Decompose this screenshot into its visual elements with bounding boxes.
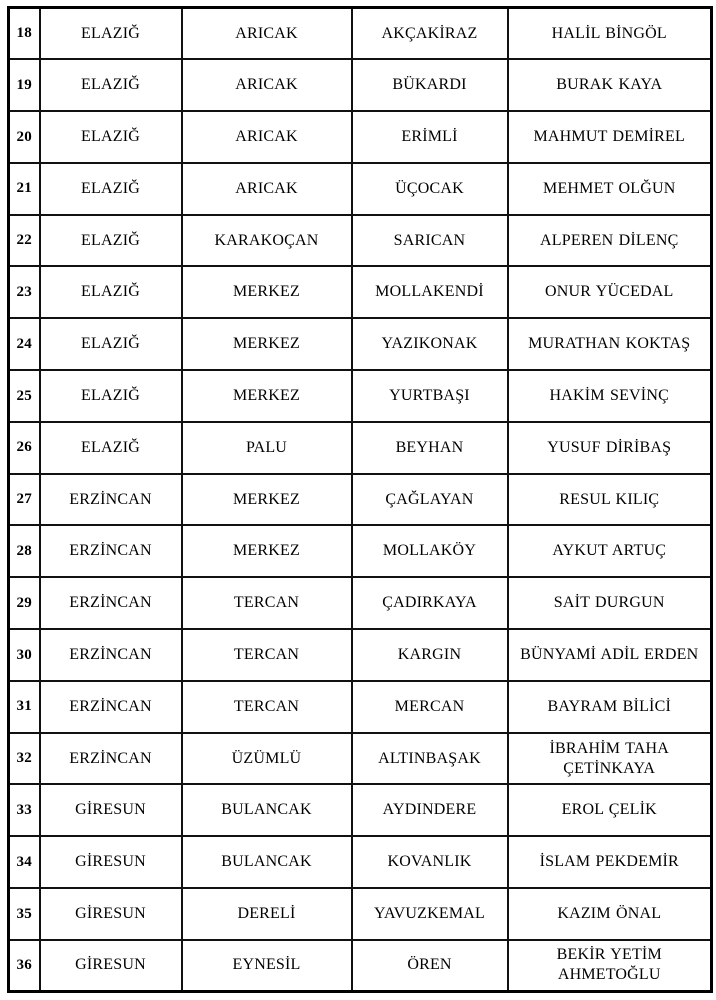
cell-place: ÖREN [352,940,508,992]
table-row [9,474,712,526]
table-row [9,836,712,888]
cell-row-number: 26 [9,422,40,474]
cell-place: AYDINDERE [352,784,508,836]
cell-candidate-name: AYKUT ARTUÇ [508,525,712,577]
cell-district: TERCAN [182,577,352,629]
cell-district: MERKEZ [182,525,352,577]
cell-district: KARAKOÇAN [182,215,352,267]
cell-place: ÇAĞLAYAN [352,474,508,526]
cell-candidate-name: BURAK KAYA [508,59,712,111]
cell-province: GİRESUN [40,888,182,940]
cell-place: KOVANLIK [352,836,508,888]
cell-district: ARICAK [182,111,352,163]
cell-row-number: 34 [9,836,40,888]
cell-row-number: 22 [9,215,40,267]
cell-district: MERKEZ [182,370,352,422]
table-row [9,8,712,60]
cell-place: ÇADIRKAYA [352,577,508,629]
cell-district: MERKEZ [182,474,352,526]
roster-table-body [9,8,712,992]
cell-candidate-name: RESUL KILIÇ [508,474,712,526]
cell-place: YURTBAŞI [352,370,508,422]
cell-candidate-name: BEKİR YETİM AHMETOĞLU [508,940,712,992]
candidate-roster-table [7,6,713,993]
cell-district: ARICAK [182,8,352,60]
cell-candidate-name: EROL ÇELİK [508,784,712,836]
cell-candidate-name: BAYRAM BİLİCİ [508,681,712,733]
cell-place: MERCAN [352,681,508,733]
cell-place: ERİMLİ [352,111,508,163]
cell-province: ELAZIĞ [40,215,182,267]
cell-province: GİRESUN [40,784,182,836]
cell-candidate-name: HALİL BİNGÖL [508,8,712,60]
table-row [9,940,712,992]
cell-province: ERZİNCAN [40,577,182,629]
cell-province: ERZİNCAN [40,525,182,577]
cell-district: EYNESİL [182,940,352,992]
cell-district: ARICAK [182,59,352,111]
table-row [9,577,712,629]
table-row [9,318,712,370]
cell-district: BULANCAK [182,836,352,888]
cell-row-number: 19 [9,59,40,111]
cell-district: PALU [182,422,352,474]
cell-district: BULANCAK [182,784,352,836]
table-row [9,111,712,163]
cell-place: BÜKARDI [352,59,508,111]
cell-district: DERELİ [182,888,352,940]
cell-province: ERZİNCAN [40,474,182,526]
cell-candidate-name: İBRAHİM TAHA ÇETİNKAYA [508,733,712,785]
cell-place: ÜÇOCAK [352,163,508,215]
cell-candidate-name: MURATHAN KOKTAŞ [508,318,712,370]
cell-candidate-name: KAZIM ÖNAL [508,888,712,940]
cell-candidate-name: SAİT DURGUN [508,577,712,629]
cell-province: ERZİNCAN [40,681,182,733]
cell-row-number: 30 [9,629,40,681]
cell-row-number: 29 [9,577,40,629]
cell-province: ELAZIĞ [40,8,182,60]
cell-province: GİRESUN [40,836,182,888]
cell-district: TERCAN [182,681,352,733]
cell-row-number: 23 [9,266,40,318]
cell-row-number: 21 [9,163,40,215]
cell-row-number: 31 [9,681,40,733]
cell-province: ELAZIĞ [40,163,182,215]
cell-place: SARICAN [352,215,508,267]
cell-row-number: 20 [9,111,40,163]
cell-candidate-name: ALPEREN DİLENÇ [508,215,712,267]
cell-province: GİRESUN [40,940,182,992]
table-row [9,59,712,111]
cell-district: MERKEZ [182,318,352,370]
cell-row-number: 35 [9,888,40,940]
cell-row-number: 24 [9,318,40,370]
table-row [9,422,712,474]
cell-candidate-name: MEHMET OLĞUN [508,163,712,215]
cell-candidate-name: YUSUF DİRİBAŞ [508,422,712,474]
table-row [9,681,712,733]
cell-province: ELAZIĞ [40,111,182,163]
cell-row-number: 32 [9,733,40,785]
cell-province: ERZİNCAN [40,733,182,785]
table-row [9,888,712,940]
cell-candidate-name: HAKİM SEVİNÇ [508,370,712,422]
cell-district: ÜZÜMLÜ [182,733,352,785]
cell-province: ELAZIĞ [40,266,182,318]
table-row [9,370,712,422]
cell-row-number: 25 [9,370,40,422]
table-row [9,163,712,215]
cell-place: KARGIN [352,629,508,681]
table-row [9,525,712,577]
cell-candidate-name: MAHMUT DEMİREL [508,111,712,163]
cell-province: ELAZIĞ [40,318,182,370]
cell-district: TERCAN [182,629,352,681]
cell-row-number: 18 [9,8,40,60]
cell-province: ELAZIĞ [40,422,182,474]
cell-district: ARICAK [182,163,352,215]
table-row [9,629,712,681]
cell-province: ELAZIĞ [40,370,182,422]
cell-place: BEYHAN [352,422,508,474]
cell-place: MOLLAKÖY [352,525,508,577]
cell-place: MOLLAKENDİ [352,266,508,318]
cell-place: YAZIKONAK [352,318,508,370]
cell-province: ELAZIĞ [40,59,182,111]
cell-candidate-name: ONUR YÜCEDAL [508,266,712,318]
cell-candidate-name: BÜNYAMİ ADİL ERDEN [508,629,712,681]
cell-candidate-name: İSLAM PEKDEMİR [508,836,712,888]
table-row [9,733,712,785]
cell-place: AKÇAKİRAZ [352,8,508,60]
cell-district: MERKEZ [182,266,352,318]
cell-row-number: 33 [9,784,40,836]
cell-place: ALTINBAŞAK [352,733,508,785]
cell-row-number: 36 [9,940,40,992]
cell-row-number: 28 [9,525,40,577]
cell-province: ERZİNCAN [40,629,182,681]
table-row [9,266,712,318]
cell-row-number: 27 [9,474,40,526]
cell-place: YAVUZKEMAL [352,888,508,940]
table-row [9,215,712,267]
table-row [9,784,712,836]
